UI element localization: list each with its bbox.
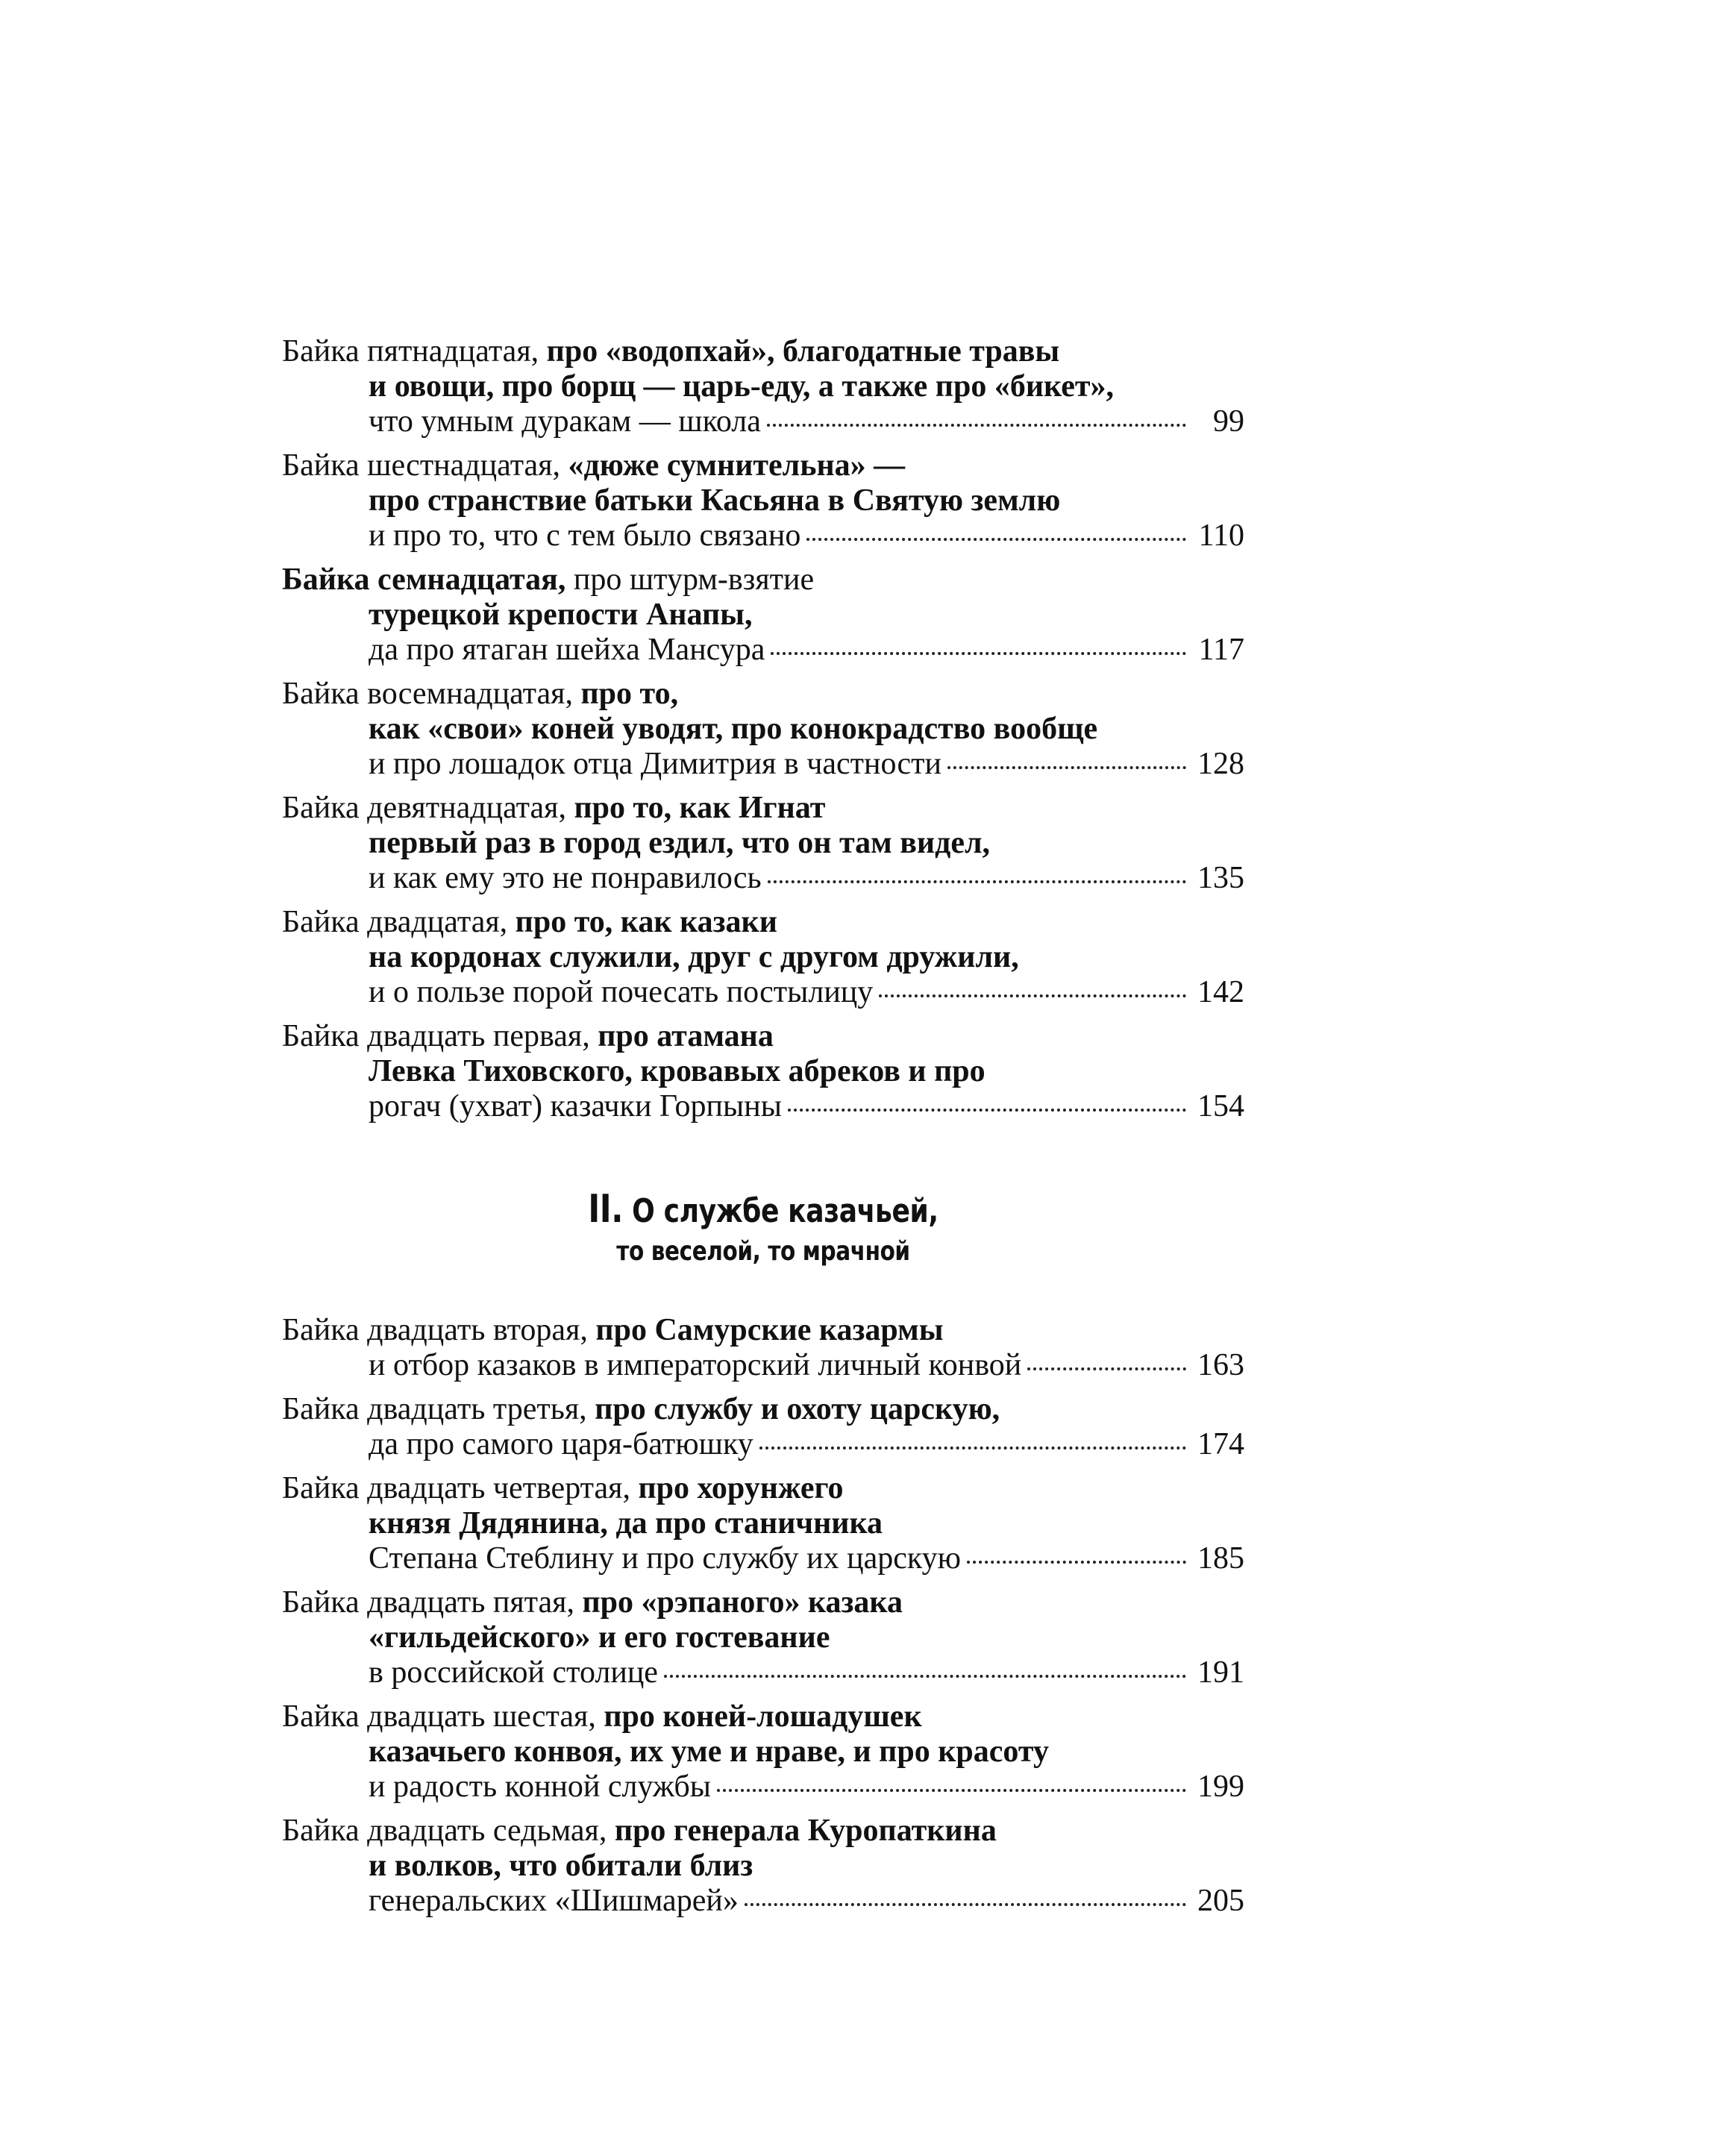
entry-last-line [282, 975, 1244, 1010]
toc-entry[interactable] [282, 562, 1244, 668]
entry-first-line [282, 1313, 1244, 1348]
page-number: 191 [1197, 1655, 1244, 1690]
entry-last-text: и о пользе порой почесать постылицу [369, 975, 874, 1009]
entry-title-bold: про генерала Куропаткина [614, 1814, 997, 1848]
entry-title-regular: Байка двадцать седьмая, [282, 1814, 615, 1848]
dot-leader [664, 1675, 1186, 1678]
entry-title-regular: Байка восемнадцатая, [282, 677, 581, 711]
entry-last-line [282, 404, 1244, 439]
toc-group-1 [282, 334, 1244, 1124]
entry-last-line [282, 1089, 1244, 1124]
entry-continuation-line: и волков, что обитали близ [369, 1849, 753, 1883]
entry-title-regular: Байка двадцатая, [282, 905, 516, 939]
page-number: 205 [1197, 1884, 1244, 1918]
section-numeral: II. [588, 1187, 624, 1232]
entry-continuation-line: на кордонах служили, друг с другом дружили, [369, 940, 1019, 974]
entry-continuation-line: князя Дядянина, да про станичника [369, 1506, 883, 1541]
entry-continuation-line: турецкой крепости Анапы, [369, 598, 753, 632]
entry-continuation-line: «гильдейского» и его гостевание [369, 1620, 830, 1655]
dot-leader [788, 1109, 1186, 1112]
entry-last-line [282, 633, 1244, 668]
entry-title-bold: Байка семнадцатая, [282, 562, 574, 597]
dot-leader [768, 880, 1186, 883]
entry-first-line [282, 448, 1244, 483]
entry-title-bold: про Самурские казармы [595, 1313, 944, 1347]
page-number: 142 [1197, 975, 1244, 1009]
entry-title-bold: про коней-лошадушек [604, 1699, 922, 1734]
section-title: О службе казачьей, [632, 1192, 938, 1230]
toc-entry[interactable] [282, 791, 1244, 896]
entry-title-regular: Байка двадцать шестая, [282, 1699, 604, 1734]
entry-last-line [282, 861, 1244, 896]
entry-last-text: да про ятаган шейха Мансура [369, 633, 765, 667]
page-number: 154 [1197, 1089, 1244, 1123]
entry-last-text: и отбор казаков в императорский личный конвой [369, 1348, 1022, 1382]
toc-entry[interactable] [282, 1585, 1244, 1690]
table-of-contents [282, 334, 1244, 1919]
entry-first-line [282, 905, 1244, 940]
entry-first-line [282, 334, 1244, 369]
entry-last-line [282, 1427, 1244, 1462]
entry-title-bold: про то, [580, 677, 679, 711]
entry-continuation-line: первый раз в город ездил, что он там видел, [369, 826, 991, 860]
entry-continuation-line: казачьего конвоя, их уме и нраве, и про красоту [369, 1734, 1049, 1769]
entry-last-line [282, 1655, 1244, 1690]
dot-leader [717, 1789, 1186, 1792]
page-number: 163 [1197, 1348, 1244, 1382]
entry-title-regular: Байка пятнадцатая, [282, 334, 547, 369]
entry-title-bold: про хорунжего [638, 1471, 844, 1505]
toc-entry[interactable] [282, 448, 1244, 554]
entry-last-text: что умным дуракам — школа [369, 404, 761, 439]
entry-title-bold: про «рэпаного» казака [582, 1585, 903, 1620]
page-number: 185 [1197, 1541, 1244, 1576]
entry-title-regular: Байка шестнадцатая, [282, 448, 568, 483]
dot-leader [1027, 1367, 1186, 1370]
toc-group-2 [282, 1313, 1244, 1919]
entry-title-bold: «дюже сумнительна» — [568, 448, 906, 483]
entry-title-bold: про «водопхай», благодатные травы [546, 334, 1060, 369]
page-number: 135 [1197, 861, 1244, 895]
entry-title-regular: про штурм-взятие [573, 562, 815, 597]
entry-first-line [282, 1019, 1244, 1054]
entry-last-text: и как ему это не понравилось [369, 861, 762, 895]
entry-title-regular: Байка девятнадцатая, [282, 791, 574, 825]
entry-last-text: Степана Стеблину и про службу их царскую [369, 1541, 962, 1576]
entry-title-regular: Байка двадцать первая, [282, 1019, 598, 1053]
page-number: 174 [1197, 1427, 1244, 1461]
entry-first-line [282, 791, 1244, 826]
dot-leader [947, 766, 1186, 769]
dot-leader [967, 1561, 1186, 1564]
toc-entry[interactable] [282, 1699, 1244, 1805]
entry-first-line [282, 1699, 1244, 1734]
entry-first-line [282, 677, 1244, 712]
dot-leader [767, 424, 1186, 427]
entry-first-line [282, 1392, 1244, 1427]
page-number: 117 [1198, 633, 1244, 667]
page-number: 199 [1197, 1770, 1244, 1804]
toc-entry[interactable] [282, 677, 1244, 782]
section-heading [369, 1188, 1158, 1271]
toc-entry[interactable] [282, 1019, 1244, 1124]
dot-leader [771, 652, 1186, 655]
entry-title-bold: про то, как казаки [515, 905, 777, 939]
section-subtitle: то веселой, то мрачной [616, 1236, 910, 1267]
entry-first-line [282, 1585, 1244, 1620]
toc-entry[interactable] [282, 1313, 1244, 1383]
toc-entry[interactable] [282, 1471, 1244, 1576]
entry-title-regular: Байка двадцать вторая, [282, 1313, 596, 1347]
dot-leader [745, 1903, 1186, 1906]
page-number: 110 [1198, 518, 1244, 553]
entry-title-bold: про атамана [598, 1019, 774, 1053]
entry-last-line [282, 1884, 1244, 1919]
page-number: 128 [1197, 747, 1244, 781]
section-heading-line-1 [369, 1188, 1158, 1232]
entry-last-text: рогач (ухват) казачки Горпыны [369, 1089, 782, 1123]
entry-continuation-line: и овощи, про борщ — царь-еду, а также про «бикет», [369, 369, 1114, 404]
toc-entry[interactable] [282, 1814, 1244, 1919]
entry-last-line [282, 747, 1244, 782]
entry-last-text: и радость конной службы [369, 1770, 711, 1804]
page-number: 99 [1213, 404, 1244, 439]
toc-entry[interactable] [282, 905, 1244, 1010]
entry-continuation-line: про странствие батьки Касьяна в Святую землю [369, 483, 1061, 518]
entry-last-text: и про то, что с тем было связано [369, 518, 801, 553]
entry-last-text: генеральских «Шишмарей» [369, 1884, 739, 1918]
toc-entry[interactable] [282, 1392, 1244, 1462]
entry-last-text: в российской столице [369, 1655, 658, 1690]
entry-last-text: да про самого царя-батюшку [369, 1427, 753, 1461]
dot-leader [759, 1447, 1186, 1449]
entry-first-line [282, 1471, 1244, 1506]
entry-continuation-line: как «свои» коней уводят, про конокрадство вообще [369, 712, 1098, 746]
entry-title-regular: Байка двадцать пятая, [282, 1585, 583, 1620]
entry-title-regular: Байка двадцать третья, [282, 1392, 595, 1426]
entry-continuation-line: Левка Тиховского, кровавых абреков и про [369, 1054, 985, 1088]
entry-last-line [282, 1348, 1244, 1383]
dot-leader [879, 994, 1186, 997]
entry-title-bold: про службу и охоту царскую, [595, 1392, 1000, 1426]
entry-title-bold: про то, как Игнат [574, 791, 826, 825]
entry-first-line [282, 1814, 1244, 1849]
dot-leader [806, 538, 1186, 541]
entry-last-text: и про лошадок отца Димитрия в частности [369, 747, 942, 781]
entry-last-line [282, 1770, 1244, 1805]
entry-title-regular: Байка двадцать четвертая, [282, 1471, 639, 1505]
entry-first-line [282, 562, 1244, 598]
entry-last-line [282, 1541, 1244, 1576]
toc-entry[interactable] [282, 334, 1244, 439]
entry-last-line [282, 518, 1244, 554]
